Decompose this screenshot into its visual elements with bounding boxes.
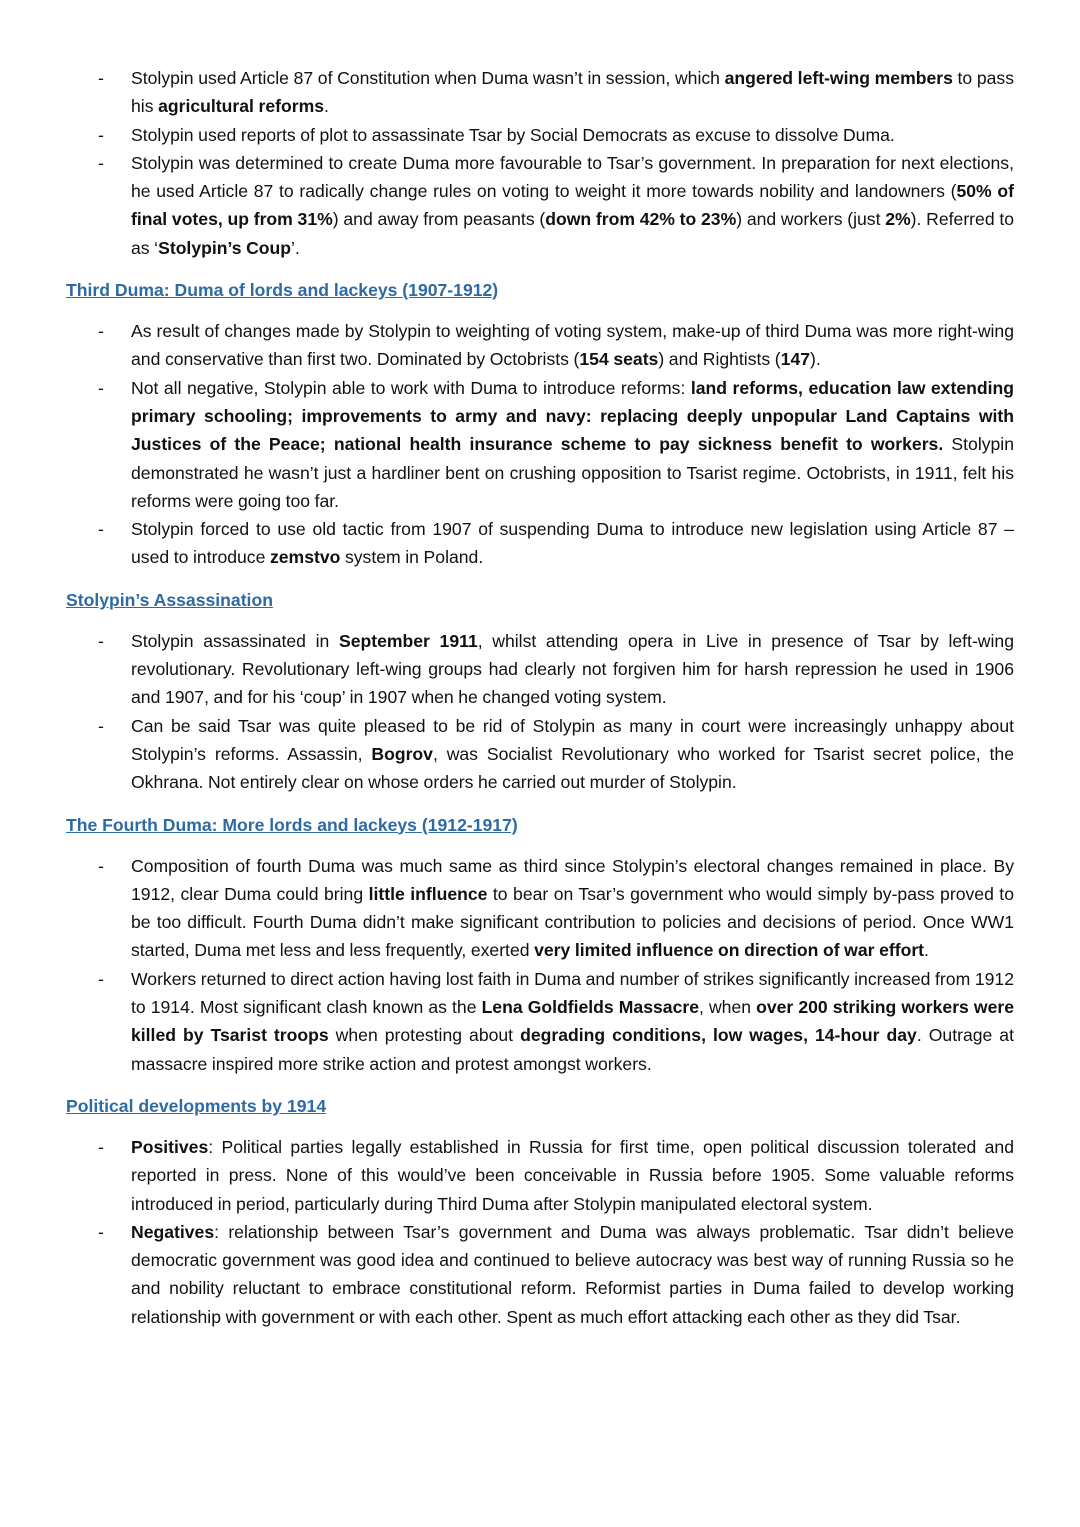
dash-bullet: - bbox=[98, 715, 104, 736]
dash-bullet: - bbox=[98, 630, 104, 651]
list-item bbox=[66, 712, 1014, 797]
text-run: ) and workers (just bbox=[736, 209, 886, 230]
bullet-list-intro bbox=[66, 64, 1014, 262]
text-run: As result of changes made by Stolypin to weighting of voting system, make-up of third Duma was more right-wing and conservative than first two. Dominated by Octobrists ( bbox=[131, 321, 1014, 370]
dash-bullet: - bbox=[98, 855, 104, 876]
dash-bullet: - bbox=[98, 1136, 104, 1157]
dash-bullet: - bbox=[98, 68, 104, 88]
heading-fourth-duma[interactable]: The Fourth Duma: More lords and lackeys (1912-1917) bbox=[66, 814, 518, 835]
bold-text-run: degrading conditions, low wages, 14-hour day bbox=[520, 1025, 917, 1046]
text-run: : relationship between Tsar’s government and Duma was always problematic. Tsar didn’t believe democratic government was good idea and continued to believe autocracy was best way of running Russia so he and nobility reluctant to embrace constitutional reform. Reformist parties in Duma failed to develop working relationship with government or with each other. Spent as much effort attacking each other as they did Tsar. bbox=[131, 1221, 1014, 1327]
bullet-list-fourth-duma bbox=[66, 852, 1014, 1078]
list-item-text bbox=[131, 519, 1014, 567]
list-item-text bbox=[131, 321, 1014, 369]
list-item-text bbox=[131, 153, 1014, 258]
text-run: : Political parties legally established in Russia for first time, open political discussion tolerated and reported in press. None of this would’ve been conceivable in Russia before 1905. Some valuable reforms introduced in period, particularly during Third Duma after Stolypin manipulated electoral system. bbox=[131, 1136, 1014, 1214]
list-item bbox=[66, 515, 1014, 572]
bold-text-run: angered left-wing members bbox=[724, 68, 953, 88]
text-run: Workers returned to direct action having lost faith in Duma and number of strikes significantly increased from 1912 to 1914. Most significant clash known as the bbox=[131, 968, 1014, 1018]
list-item bbox=[66, 1133, 1014, 1218]
text-run: ) and away from peasants ( bbox=[332, 209, 546, 230]
heading-third-duma[interactable]: Third Duma: Duma of lords and lackeys (1907-1912) bbox=[66, 280, 499, 301]
text-run: Stolypin used reports of plot to assassinate Tsar by Social Democrats as excuse to dissolve Duma. bbox=[131, 124, 895, 145]
list-item bbox=[66, 1218, 1014, 1331]
bullet-list-political-developments bbox=[66, 1133, 1014, 1331]
bold-text-run: land reforms, education law extending primary schooling; improvements to army and navy: replacing deeply unpopular Land Captains with Justices of the Peace; national health insurance scheme to pay sickness benefit to workers. bbox=[131, 377, 1014, 455]
bold-text-run: zemstvo bbox=[269, 547, 341, 568]
text-run: Not all negative, Stolypin able to work with Duma to introduce reforms: bbox=[131, 377, 691, 398]
bullet-list-third-duma bbox=[66, 317, 1014, 572]
bold-text-run: September 1911 bbox=[338, 630, 478, 651]
dash-bullet: - bbox=[98, 519, 104, 540]
dash-bullet: - bbox=[98, 124, 104, 145]
text-run: . Outrage at massacre inspired more strike action and protest amongst workers. bbox=[131, 1025, 1014, 1074]
list-item bbox=[66, 64, 1014, 121]
bold-text-run: down from 42% to 23% bbox=[545, 209, 737, 230]
bold-text-run: 147 bbox=[780, 349, 811, 370]
text-run: Stolypin demonstrated he wasn’t just a hardliner bent on crushing opposition to Tsarist regime. Octobrists, in 1911, felt his reforms were going too far. bbox=[131, 434, 1015, 511]
list-item-text bbox=[131, 631, 1014, 708]
list-item-text bbox=[131, 378, 1014, 511]
dash-bullet: - bbox=[98, 152, 104, 173]
bold-text-run: agricultural reforms bbox=[158, 96, 325, 117]
list-item-text bbox=[131, 68, 1014, 116]
text-run: , whilst attending opera in Live in presence of Tsar by left-wing revolutionary. Revolutionary left-wing groups had clearly not forgiven him for harsh repression he used in 1906 and 1907, and for his ‘coup’ in 1907 when he changed voting system. bbox=[131, 630, 1014, 708]
text-run: ). Referred to as ‘ bbox=[131, 209, 1015, 258]
bold-text-run: Negatives bbox=[131, 1221, 215, 1242]
dash-bullet: - bbox=[98, 1221, 104, 1242]
list-item-text bbox=[131, 1222, 1014, 1327]
heading-political-developments[interactable]: Political developments by 1914 bbox=[66, 1095, 327, 1116]
text-run: . bbox=[324, 96, 329, 117]
heading-stolypin-assassination[interactable]: Stolypin’s Assassination bbox=[66, 589, 273, 610]
bold-text-run: over 200 striking workers were killed by Tsarist troops bbox=[131, 997, 1015, 1046]
list-item bbox=[66, 627, 1014, 712]
bold-text-run: 2% bbox=[885, 209, 911, 230]
bold-text-run: Positives bbox=[131, 1136, 209, 1157]
bold-text-run: Bogrov bbox=[371, 743, 433, 764]
bold-text-run: little influence bbox=[368, 883, 488, 904]
text-run: , when bbox=[699, 997, 757, 1018]
bullet-list-assassination bbox=[66, 627, 1014, 797]
text-run: Can be said Tsar was quite pleased to be rid of Stolypin as many in court were increasingly unhappy about Stolypin’s reforms. Assassin, bbox=[131, 715, 1014, 764]
list-item-text bbox=[131, 969, 1014, 1074]
bold-text-run: Lena Goldfields Massacre bbox=[481, 997, 699, 1018]
text-run: ) and Rightists ( bbox=[658, 349, 781, 370]
dash-bullet: - bbox=[98, 377, 104, 398]
text-run: ’. bbox=[291, 237, 300, 258]
text-run: ). bbox=[810, 349, 821, 370]
bold-text-run: Stolypin’s Coup bbox=[158, 237, 292, 258]
list-item-text bbox=[131, 856, 1014, 961]
list-item bbox=[66, 852, 1014, 965]
dash-bullet: - bbox=[98, 968, 104, 989]
bold-text-run: 50% of final votes, up from 31% bbox=[131, 181, 1014, 230]
list-item-text bbox=[131, 1137, 1014, 1214]
text-run: to pass his bbox=[131, 68, 1014, 117]
text-run: Stolypin was determined to create Duma more favourable to Tsar’s government. In preparation for next elections, he used Article 87 to radically change rules on voting to weight it more towards nobility and landowners ( bbox=[131, 152, 1014, 202]
list-item bbox=[66, 121, 1014, 149]
list-item bbox=[66, 317, 1014, 374]
bold-text-run: very limited influence on direction of war effort bbox=[534, 940, 925, 961]
text-run: Stolypin assassinated in bbox=[131, 630, 339, 651]
text-run: system in Poland. bbox=[340, 547, 484, 568]
list-item-text bbox=[131, 716, 1014, 793]
text-run: when protesting about bbox=[328, 1025, 521, 1046]
bold-text-run: 154 seats bbox=[579, 349, 659, 370]
list-item bbox=[66, 374, 1014, 515]
text-run: Stolypin forced to use old tactic from 1907 of suspending Duma to introduce new legislation using Article 87 – used to introduce bbox=[131, 519, 1014, 568]
text-run: Composition of fourth Duma was much same as third since Stolypin’s electoral changes remained in place. By 1912, clear Duma could bring bbox=[131, 855, 1014, 904]
list-item-text bbox=[131, 125, 895, 145]
text-run: Stolypin used Article 87 of Constitution when Duma wasn’t in session, which bbox=[131, 68, 725, 88]
text-run: to bear on Tsar’s government who would simply by-pass proved to be too difficult. Fourth Duma didn’t make significant contribution to policies and decisions of period. Once WW1 started, Duma met less and less frequently, exerted bbox=[131, 883, 1014, 961]
list-item bbox=[66, 965, 1014, 1078]
text-run: . bbox=[924, 940, 929, 961]
dash-bullet: - bbox=[98, 321, 104, 342]
text-run: , was Socialist Revolutionary who worked for Tsarist secret police, the Okhrana. Not entirely clear on whose orders he carried out murder of Stolypin. bbox=[131, 743, 1014, 793]
list-item bbox=[66, 149, 1014, 262]
